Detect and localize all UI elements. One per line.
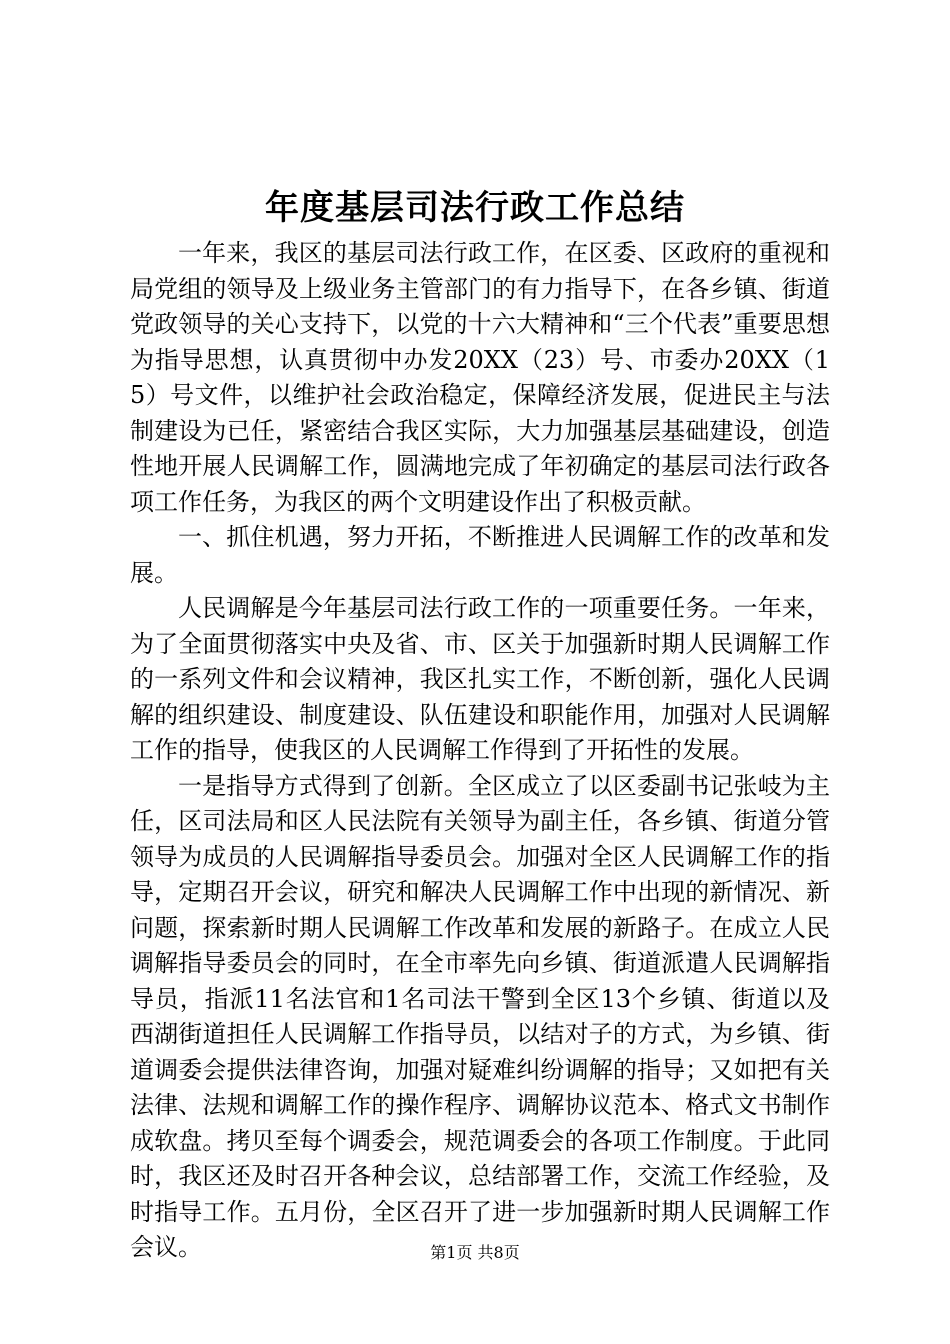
paragraph-intro: 一年来，我区的基层司法行政工作，在区委、区政府的重视和局党组的领导及上级业务主管部门的有力指导下，在各乡镇、街道党政领导的关心支持下，以党的十六大精神和“三个代表”重要思想为指导思想，认真贯彻中办发20XX（23）号、市委办20XX（15）号文件，以维护社会政治稳定，保障经济发展，促进民主与法制建设为已任，紧密结合我区实际，大力加强基层基础建设，创造性地开展人民调解工作，圆满地完成了年初确定的基层司法行政各项工作任务，为我区的两个文明建设作出了积极贡献。 [130, 239, 830, 516]
paragraph-mediation: 人民调解是今年基层司法行政工作的一项重要任务。一年来，为了全面贯彻落实中央及省、市、区关于加强新时期人民调解工作的一系列文件和会议精神，我区扎实工作，不断创新，强化人民调解的组织建设、制度建设、队伍建设和职能作用，加强对人民调解工作的指导，使我区的人民调解工作得到了开拓性的发展。 [130, 594, 830, 764]
paragraph-section-heading: 一、抓住机遇，努力开拓，不断推进人民调解工作的改革和发展。 [130, 523, 830, 587]
document-body [130, 236, 830, 1266]
page-footer: 第1页 共8页 [430, 1243, 520, 1262]
paragraph-guidance: 一是指导方式得到了创新。全区成立了以区委副书记张岐为主任，区司法局和区人民法院有关领导为副主任，各乡镇、街道分管领导为成员的人民调解指导委员会。加强对全区人民调解工作的指导，定期召开会议，研究和解决人民调解工作中出现的新情况、新问题，探索新时期人民调解工作改革和发展的新路子。在成立人民调解指导委员会的同时，在全市率先向乡镇、街道派遣人民调解指导员，指派11名法官和1名司法干警到全区13个乡镇、街道以及西湖街道担任人民调解工作指导员，以结对子的方式，为乡镇、街道调委会提供法律咨询，加强对疑难纠纷调解的指导；又如把有关法律、法规和调解工作的操作程序、调解协议范本、格式文书制作成软盘。拷贝至每个调委会，规范调委会的各项工作制度。于此同时，我区还及时召开各种会议，总结部署工作，交流工作经验，及时指导工作。五月份，全区召开了进一步加强新时期人民调解工作会议。 [130, 771, 830, 1261]
page-title: 年度基层司法行政工作总结 [265, 188, 685, 228]
